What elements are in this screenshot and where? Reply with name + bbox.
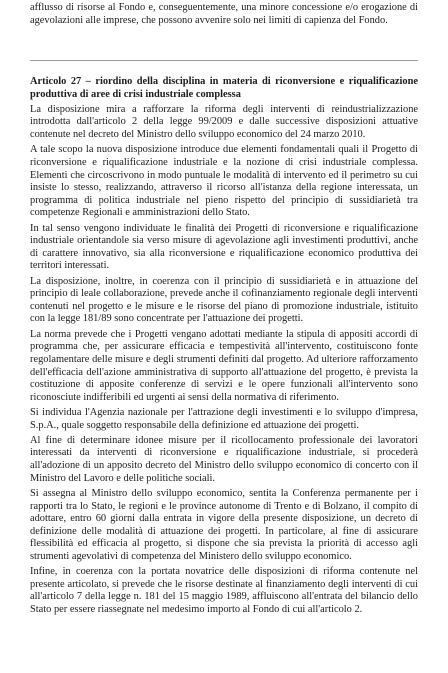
article-paragraph-8: Si assegna al Ministro dello sviluppo economico, sentita la Conferenza permanente per i rapporti tra lo Stato, le regioni e le province autonome di Trento e di Bolzano, il compito di adottare, entro 60 giorni dalla entrata in vigore della presente disposizione, un decreto di definizione delle modalità di attuazione dei progetti. In particolare, al fine di assicurare flessibilità ed efficacia al progetto, si dispone che sia prevista la priorità di accesso agli strumenti agevolativi di competenza del Ministero dello sviluppo economico. xyxy=(30,487,418,562)
intro-paragraph: afflusso di risorse al Fondo e, conseguentemente, una minore concessione e/o erogazione di agevolazioni alle imprese, che possono avvenire solo nei limiti di capienza del Fondo. xyxy=(30,2,418,27)
article-paragraph-4: La disposizione, inoltre, in coerenza con il principio di sussidiarietà e in attuazione del principio di leale collaborazione, prevede anche il cofinanziamento regionale degli interventi contenuti nel progetto e le misure e le risorse del piano di promozione industriale, istituito con la legge 181/89 sono concentrate per l'attuazione dei progetti. xyxy=(30,275,418,325)
article-section xyxy=(30,76,418,619)
article-title: Articolo 27 – riordino della disciplina in materia di riconversione e riqualificazione produttiva di aree di crisi industriale complessa xyxy=(30,76,418,100)
article-paragraph-9: Infine, in coerenza con la portata novatrice delle disposizioni di riforma contenute nel presente articolato, si prevede che le risorse destinate al finanziamento degli interventi di cui all'articolo 7 della legge n. 181 del 15 maggio 1989, affluiscono all'entrata del bilancio dello Stato per essere riassegnate nel medesimo importo al Fondo di cui all'articolo 2. xyxy=(30,566,418,615)
article-paragraph-1: La disposizione mira a rafforzare la riforma degli interventi di reindustrializzazione introdotta dall'articolo 2 della legge 99/2009 e dalle successive disposizioni attuative contenute nel decreto del Ministro dello sviluppo economico del 24 marzo 2010. xyxy=(30,103,418,141)
article-paragraph-6: Si individua l'Agenzia nazionale per l'attrazione degli investimenti e lo sviluppo d'impresa, S.p.A., quale soggetto responsabile della definizione ed attuazione dei progetti. xyxy=(30,406,418,431)
article-paragraph-7: Al fine di determinare idonee misure per il ricollocamento professionale dei lavoratori interessati da interventi di riconversione e riqualificazione industriale, si procederà all'adozione di un apposito decreto del Ministro dello sviluppo economico di concerto con il Ministro del Lavoro e delle politiche sociali. xyxy=(30,434,418,484)
section-divider xyxy=(30,60,418,61)
article-paragraph-5: La norma prevede che i Progetti vengano adottati mediante la stipula di appositi accordi di programma che, per assicurare efficacia e tempestività all'intervento, costituiscono fonte regolamentare delle misure e degli strumenti definiti dal progetto. Ad ulteriore rafforzamento dell'efficacia dell'azione amministrativa di supporto all'attuazione del progetto, è prevista la costituzione di apposite conferenze di servizi e le opere funzionali all'intervento sono riconosciute indifferibili ed urgenti ai sensi della normativa di riferimento. xyxy=(30,328,418,403)
article-paragraph-3: In tal senso vengono individuate le finalità dei Progetti di riconversione e riqualificazione industriale orientandole sia verso misure di agevolazione agli investimenti produttivi, anche di carattere innovativo, sia alla riconversione e riqualificazione economico produttiva dei territori interessati. xyxy=(30,222,418,272)
article-paragraph-2: A tale scopo la nuova disposizione introduce due elementi fondamentali quali il Progetto di riconversione e riqualificazione industriale e la nozione di crisi industriale complessa. Elementi che circoscrivono in modo puntuale le modalità di intervento ed il perimetro su cui insiste lo stesso, realizzando, attraverso il ricorso all'istanza della regione interessata, un programma di politica industriale nel pieno rispetto del principio di sussidiarietà tra competenze Regionali e amministrazioni dello Stato. xyxy=(30,144,418,219)
